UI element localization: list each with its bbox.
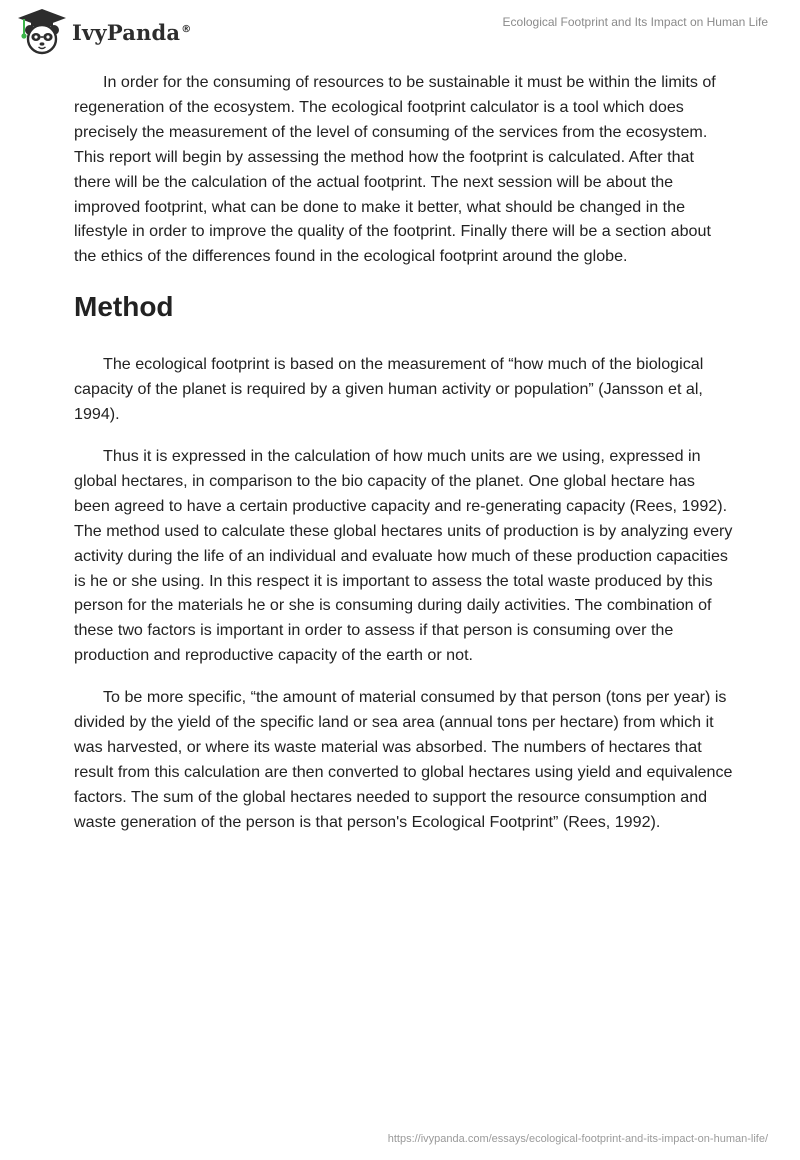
- method-heading: Method: [74, 291, 174, 323]
- document-title: Ecological Footprint and Its Impact on Human Life: [502, 15, 768, 29]
- brand-name: IvyPanda®: [72, 19, 192, 45]
- method-paragraph: The ecological footprint is based on the measurement of “how much of the biological capacity of the planet is required by a given human activity or population” (Jansson et al, 1994).: [74, 355, 704, 424]
- intro-paragraph: In order for the consuming of resources to be sustainable it must be within the limits of regeneration of the ecosystem. The ecological footprint calculator is a tool which does precisely the measurement of the level of consuming of the services from the ecosystem. This report will begin by assessing the method how the footprint is calculated. After that there will be the calculation of the actual footprint. The next session will be about the improved footprint, what can be done to make it better, what should be changed in the lifestyle in order to improve the quality of the footprint. Finally there will be a section about the ethics of the differences found in the ecological footprint around the globe.: [74, 73, 716, 266]
- page-header: [0, 0, 800, 64]
- panda-graduation-cap-icon: [14, 8, 70, 56]
- method-paragraph: To be more specific, “the amount of material consumed by that person (tons per year) is divided by the yield of the specific land or sea area (annual tons per hectare) from which it was harvested, or where its waste material was absorbed. The numbers of hectares that result from this calculation are then converted to global hectares using yield and equivalence factors. The sum of the global hectares needed to support the resource consumption and waste generation of the person is that person's Ecological Footprint” (Rees, 1992).: [74, 688, 733, 831]
- method-paragraph: Thus it is expressed in the calculation of how much units are we using, expressed in global hectares, in comparison to the bio capacity of the planet. One global hectare has been agreed to have a certain productive capacity and re-generating capacity (Rees, 1992). The method used to calculate these global hectares units of production is by analyzing every activity during the life of an individual and evaluate how much of these production capacities is he or she using. In this respect it is important to assess the total waste produced by this person for the materials he or she is consuming during daily activities. The combination of these two factors is important in order to assess if that person is consuming over the production and reproductive capacity of the earth or not.: [74, 446, 733, 665]
- registered-mark: ®: [181, 23, 192, 35]
- source-url[interactable]: https://ivypanda.com/essays/ecological-footprint-and-its-impact-on-human-life/: [387, 1133, 768, 1145]
- article-body: [74, 70, 734, 835]
- ivypanda-logo[interactable]: [14, 8, 191, 56]
